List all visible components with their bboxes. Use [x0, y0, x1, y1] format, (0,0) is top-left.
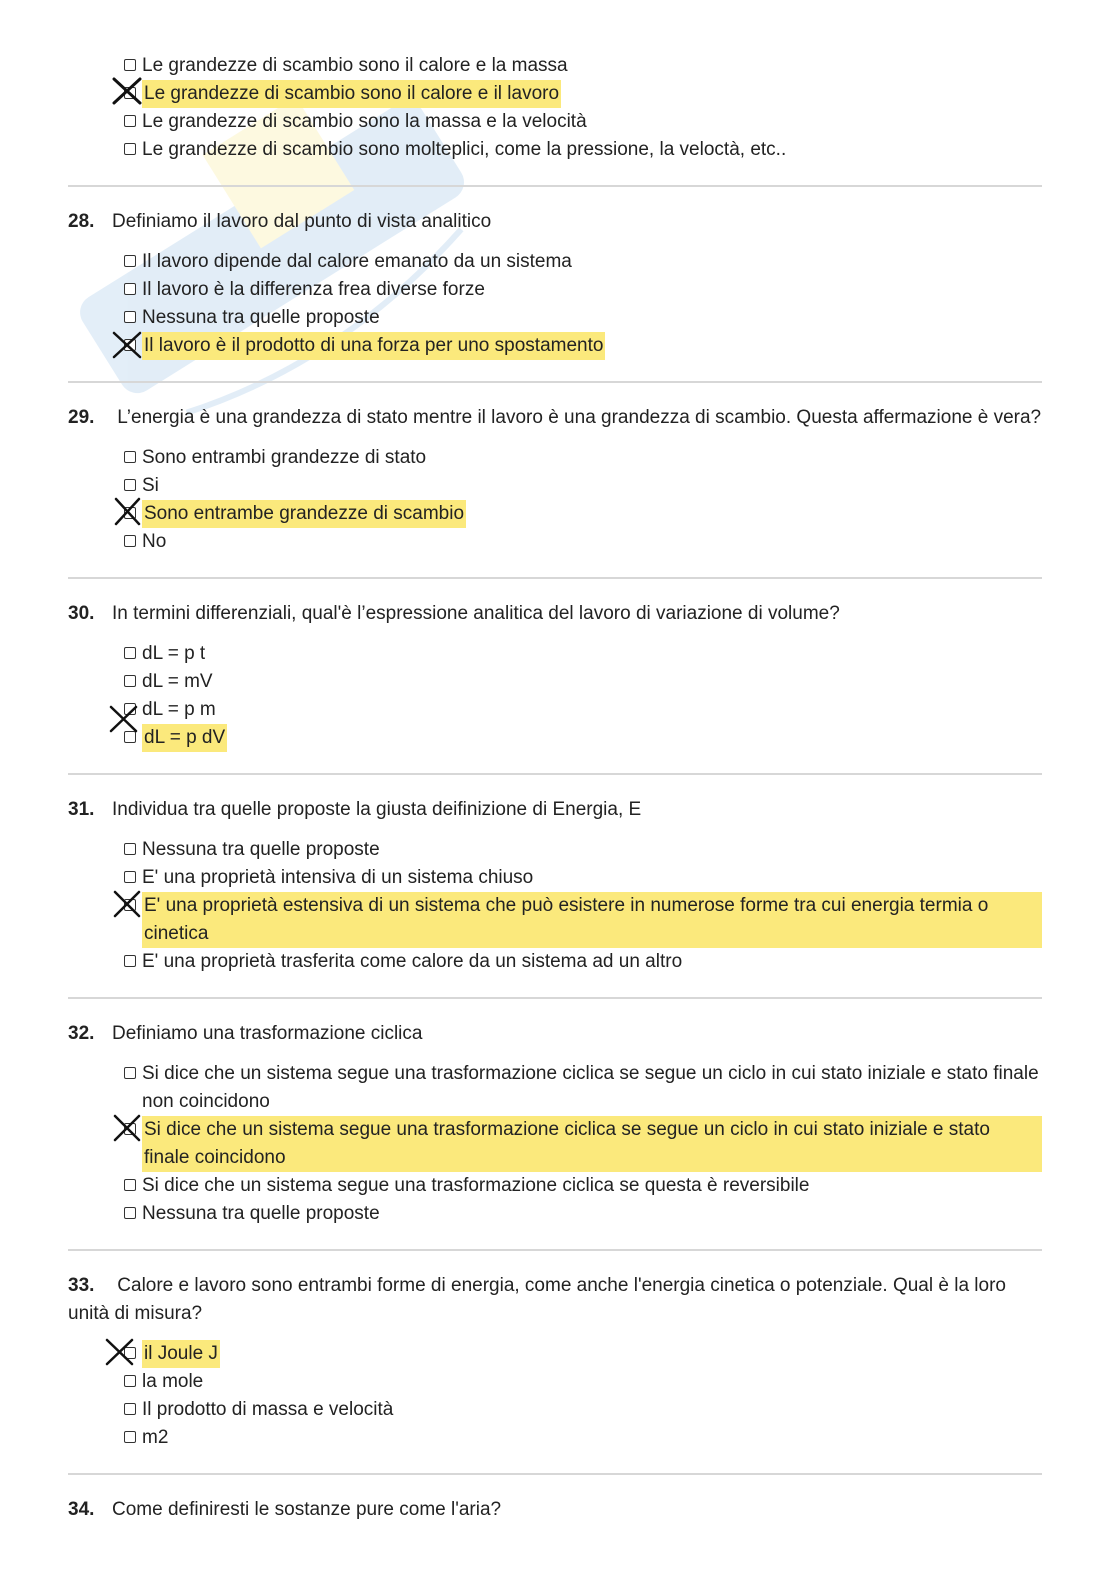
checkbox[interactable]: [124, 1403, 136, 1415]
option-text: m2: [142, 1427, 169, 1448]
option-text: dL = mV: [142, 671, 213, 692]
question-31: [68, 796, 1042, 976]
option-text: E' una proprietà estensiva di un sistema che può esistere in numerose forme tra cui energia termia o cinetica: [142, 892, 1042, 948]
option-selected[interactable]: [124, 332, 1042, 360]
option-text: Si dice che un sistema segue una trasformazione ciclica se segue un ciclo in cui stato iniziale e stato finale non coincidono: [142, 1063, 1039, 1112]
option[interactable]: [124, 444, 1042, 472]
checkbox[interactable]: [124, 647, 136, 659]
cross-mark-icon: [108, 702, 140, 734]
option-list: [124, 836, 1042, 976]
separator: [68, 1473, 1042, 1475]
question-text: Come definiresti le sostanze pure come l'aria?: [112, 1499, 502, 1520]
question-header: [68, 796, 1042, 824]
checkbox[interactable]: [124, 1375, 136, 1387]
question-header: [68, 1496, 1042, 1524]
checkbox[interactable]: [124, 1067, 136, 1079]
option-text: dL = p t: [142, 643, 206, 664]
option-text: Si dice che un sistema segue una trasformazione ciclica se segue un ciclo in cui stato iniziale e stato finale coincidono: [142, 1116, 1042, 1172]
option-selected[interactable]: [124, 1116, 1042, 1172]
checkbox[interactable]: [124, 1179, 136, 1191]
checkbox[interactable]: [124, 143, 136, 155]
question-number: 34.: [68, 1499, 95, 1520]
checkbox[interactable]: [124, 535, 136, 547]
question-number: 30.: [68, 603, 95, 624]
checkbox[interactable]: [124, 843, 136, 855]
option-text: Si: [142, 475, 159, 496]
option-text: il Joule J: [142, 1340, 220, 1368]
option-selected[interactable]: [124, 80, 1042, 108]
cross-mark-icon: [111, 496, 143, 528]
option-selected[interactable]: [124, 892, 1042, 948]
option-list: [124, 1340, 1042, 1452]
question-header: [68, 1020, 1042, 1048]
option-text: Nessuna tra quelle proposte: [142, 307, 380, 328]
question-header: [68, 1272, 1042, 1328]
option-list: [124, 1060, 1042, 1228]
option-text: Si dice che un sistema segue una trasformazione ciclica se questa è reversibile: [142, 1175, 810, 1196]
question-30: [68, 600, 1042, 752]
option-text: Le grandezze di scambio sono molteplici, come la pressione, la veloctà, etc..: [142, 139, 787, 160]
question-number: 32.: [68, 1023, 95, 1044]
cross-mark-icon: [111, 888, 143, 920]
checkbox[interactable]: [124, 1431, 136, 1443]
question-29: [68, 404, 1042, 556]
question-number: 33.: [68, 1275, 95, 1296]
option[interactable]: [124, 1368, 1042, 1396]
cross-mark-icon: [111, 76, 143, 108]
option-list: [124, 444, 1042, 556]
question-text: In termini differenziali, qual'è l’espressione analitica del lavoro di variazione di volume?: [112, 603, 840, 624]
option-text: Il lavoro è la differenza frea diverse forze: [142, 279, 485, 300]
option[interactable]: [124, 1172, 1042, 1200]
question-header: [68, 404, 1042, 432]
question-34: [68, 1496, 1042, 1524]
question-header: [68, 600, 1042, 628]
question-28: [68, 208, 1042, 360]
separator: [68, 997, 1042, 999]
option[interactable]: [124, 948, 1042, 976]
option[interactable]: [124, 136, 1042, 164]
option[interactable]: [124, 528, 1042, 556]
option-text: E' una proprietà intensiva di un sistema chiuso: [142, 867, 534, 888]
question-text: Individua tra quelle proposte la giusta deifinizione di Energia, E: [112, 799, 642, 820]
option-text: Le grandezze di scambio sono la massa e la velocità: [142, 111, 587, 132]
option[interactable]: [124, 472, 1042, 500]
option-text: Il lavoro è il prodotto di una forza per uno spostamento: [142, 332, 605, 360]
option-text: la mole: [142, 1371, 204, 1392]
option-list: [124, 640, 1042, 752]
option-text: dL = p m: [142, 699, 216, 720]
checkbox[interactable]: [124, 283, 136, 295]
question-text: Calore e lavoro sono entrambi forme di energia, come anche l'energia cinetica o potenziale. Qual è la loro unità di misura?: [68, 1275, 1006, 1324]
option[interactable]: [124, 276, 1042, 304]
quiz-page: [68, 52, 1042, 1524]
checkbox[interactable]: [124, 675, 136, 687]
checkbox[interactable]: [124, 451, 136, 463]
option[interactable]: [124, 52, 1042, 80]
question-number: 29.: [68, 407, 95, 428]
option-list: [124, 52, 1042, 164]
checkbox[interactable]: [124, 479, 136, 491]
option[interactable]: [124, 108, 1042, 136]
cross-mark-icon: [104, 1336, 136, 1368]
separator: [68, 773, 1042, 775]
option-text: Sono entrambe grandezze di scambio: [142, 500, 466, 528]
question-text: L’energia è una grandezza di stato mentre il lavoro è una grandezza di scambio. Questa affermazione è vera?: [117, 407, 1042, 428]
option-text: Nessuna tra quelle proposte: [142, 1203, 380, 1224]
option-text: Le grandezze di scambio sono il calore e il lavoro: [142, 80, 561, 108]
checkbox[interactable]: [124, 59, 136, 71]
option-text: Nessuna tra quelle proposte: [142, 839, 380, 860]
option-text: E' una proprietà trasferita come calore da un sistema ad un altro: [142, 951, 683, 972]
separator: [68, 577, 1042, 579]
question-32: [68, 1020, 1042, 1228]
option-text: Sono entrambi grandezze di stato: [142, 447, 427, 468]
option-text: dL = p dV: [142, 724, 227, 752]
checkbox[interactable]: [124, 955, 136, 967]
option[interactable]: [124, 668, 1042, 696]
option-selected[interactable]: [124, 724, 1042, 752]
question-text: Definiamo una trasformazione ciclica: [112, 1023, 423, 1044]
question-header: [68, 208, 1042, 236]
option[interactable]: [124, 1060, 1042, 1116]
option[interactable]: [124, 1396, 1042, 1424]
separator: [68, 185, 1042, 187]
option-selected[interactable]: [124, 1340, 1042, 1368]
question-33: [68, 1272, 1042, 1452]
option[interactable]: [124, 696, 1042, 724]
question-text: Definiamo il lavoro dal punto di vista analitico: [112, 211, 492, 232]
option-list: [124, 248, 1042, 360]
option[interactable]: [124, 836, 1042, 864]
question-number: 28.: [68, 211, 95, 232]
checkbox[interactable]: [124, 871, 136, 883]
question-27-options: [68, 52, 1042, 164]
checkbox[interactable]: [124, 255, 136, 267]
option[interactable]: [124, 304, 1042, 332]
cross-mark-icon: [111, 328, 143, 360]
option-text: Il lavoro dipende dal calore emanato da un sistema: [142, 251, 572, 272]
option[interactable]: [124, 864, 1042, 892]
checkbox[interactable]: [124, 311, 136, 323]
option[interactable]: [124, 1200, 1042, 1228]
checkbox[interactable]: [124, 1207, 136, 1219]
option[interactable]: [124, 1424, 1042, 1452]
option[interactable]: [124, 640, 1042, 668]
cross-mark-icon: [111, 1112, 143, 1144]
option-text: Il prodotto di massa e velocità: [142, 1399, 394, 1420]
option[interactable]: [124, 248, 1042, 276]
option-selected[interactable]: [124, 500, 1042, 528]
separator: [68, 381, 1042, 383]
checkbox[interactable]: [124, 115, 136, 127]
option-text: Le grandezze di scambio sono il calore e la massa: [142, 55, 568, 76]
question-number: 31.: [68, 799, 95, 820]
separator: [68, 1249, 1042, 1251]
option-text: No: [142, 531, 167, 552]
